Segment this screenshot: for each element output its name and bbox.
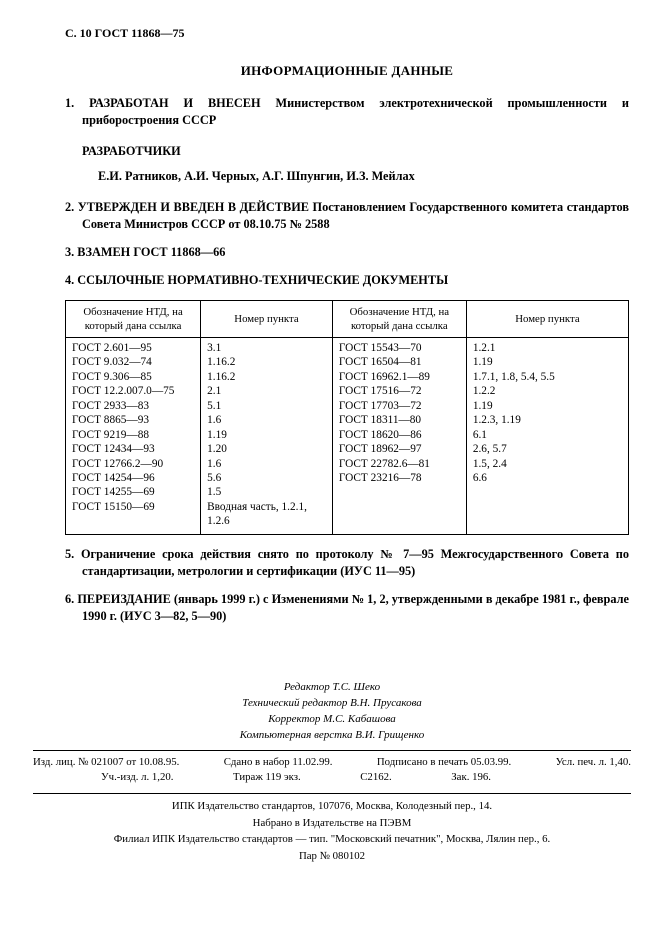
column-header-ntd-designation-right: Обозначение НТД, на который дана ссылка	[332, 300, 466, 337]
table-row	[66, 500, 629, 534]
table-row	[66, 428, 629, 442]
point-number-cell: 6.6	[466, 471, 628, 485]
table-row	[66, 337, 629, 355]
point-number-cell: 3.1	[201, 337, 333, 355]
point-number-cell: 1.20	[201, 442, 333, 456]
ntd-designation-cell: ГОСТ 2.601—95	[66, 337, 201, 355]
table-row	[66, 457, 629, 471]
point-number-cell: 1.16.2	[201, 370, 333, 384]
publisher-address: ИПК Издательство стандартов, 107076, Москва, Колодезный пер., 14.	[171, 799, 493, 812]
publisher-par-number: Пар № 080102	[298, 850, 366, 863]
ntd-designation-cell: ГОСТ 2933—83	[66, 399, 201, 413]
credit-line-technical-editor: Технический редактор В.Н. Прусакова	[242, 696, 422, 709]
pub-print-date: Подписано в печать 05.03.99.	[376, 755, 512, 768]
point-number-cell: 2.1	[201, 384, 333, 398]
ntd-designation-cell: ГОСТ 14254—96	[66, 471, 201, 485]
pub-order-number: Зак. 196.	[451, 771, 491, 784]
table-row	[66, 384, 629, 398]
ntd-designation-cell: ГОСТ 12.2.007.0—75	[66, 384, 201, 398]
point-number-cell	[466, 500, 628, 534]
pub-license: Изд. лиц. № 021007 от 10.08.95.	[33, 755, 180, 768]
item-2-approved: 2. УТВЕРЖДЕН И ВВЕДЕН В ДЕЙСТВИЕ Постановлением Государственного комитета стандартов Совета Министров СССР от 08.10.75 № 2588	[65, 199, 629, 231]
ntd-designation-cell: ГОСТ 9219—88	[66, 428, 201, 442]
ntd-designation-cell: ГОСТ 16504—81	[332, 355, 466, 369]
item-6-reissue: 6. ПЕРЕИЗДАНИЕ (январь 1999 г.) с Изменениями № 1, 2, утвержденными в декабре 1981 г., феврале 1990 г. (ИУС 3—82, 5—90)	[65, 591, 629, 623]
reference-documents-table	[65, 300, 629, 535]
point-number-cell: 2.6, 5.7	[466, 442, 628, 456]
ntd-designation-cell: ГОСТ 17703—72	[332, 399, 466, 413]
publisher-typeset-note: Набрано в Издательстве на ПЭВМ	[252, 816, 412, 829]
ntd-designation-cell: ГОСТ 17516—72	[332, 384, 466, 398]
ntd-designation-cell: ГОСТ 9.032—74	[66, 355, 201, 369]
ntd-designation-cell: ГОСТ 23216—78	[332, 471, 466, 485]
developers-heading: РАЗРАБОТЧИКИ	[82, 143, 181, 158]
point-number-cell: 1.6	[201, 457, 333, 471]
table-row	[66, 442, 629, 456]
credit-line-proofreader: Корректор М.С. Кабашова	[268, 712, 396, 725]
ntd-designation-cell	[332, 500, 466, 534]
column-header-point-number-left: Номер пункта	[201, 300, 333, 337]
column-header-point-number-right: Номер пункта	[466, 300, 628, 337]
page-header: С. 10 ГОСТ 11868—75	[65, 26, 185, 40]
ntd-designation-cell: ГОСТ 18311—80	[332, 413, 466, 427]
point-number-cell: 1.2.1	[466, 337, 628, 355]
point-number-cell	[466, 485, 628, 499]
point-number-cell: 5.6	[201, 471, 333, 485]
ntd-designation-cell: ГОСТ 18962—97	[332, 442, 466, 456]
point-number-cell: 1.5	[201, 485, 333, 499]
pub-code: С2162.	[360, 771, 392, 784]
point-number-cell: 1.2.2	[466, 384, 628, 398]
ntd-designation-cell: ГОСТ 22782.6—81	[332, 457, 466, 471]
credit-line-editor: Редактор Т.С. Шеко	[283, 681, 381, 693]
pub-publisher-sheets: Уч.-изд. л. 1,20.	[101, 771, 174, 784]
credit-line-layout: Компьютерная верстка В.И. Грищенко	[239, 728, 425, 741]
publisher-block	[33, 798, 631, 865]
pub-printed-sheets: Усл. печ. л. 1,40.	[555, 755, 631, 768]
point-number-cell: 1.19	[201, 428, 333, 442]
table-row	[66, 413, 629, 427]
point-number-cell: 1.19	[466, 399, 628, 413]
divider-bottom	[33, 793, 631, 794]
table-row	[66, 355, 629, 369]
ntd-designation-cell: ГОСТ 12434—93	[66, 442, 201, 456]
table-row	[66, 485, 629, 499]
divider-top	[33, 750, 631, 751]
point-number-cell: 1.6	[201, 413, 333, 427]
item-3-replaces: 3. ВЗАМЕН ГОСТ 11868—66	[65, 244, 226, 259]
ntd-designation-cell: ГОСТ 12766.2—90	[66, 457, 201, 471]
pub-typesetting-date: Сдано в набор 11.02.99.	[223, 755, 333, 768]
item-4-reference-docs-heading: 4. ССЫЛОЧНЫЕ НОРМАТИВНО-ТЕХНИЧЕСКИЕ ДОКУМЕНТЫ	[65, 272, 449, 287]
item-5-validity-limit: 5. Ограничение срока действия снято по протоколу № 7—95 Межгосударственного Совета по стандартизации, метрологии и сертификации (ИУС 11—95)	[65, 546, 629, 578]
ntd-designation-cell: ГОСТ 15543—70	[332, 337, 466, 355]
ntd-designation-cell: ГОСТ 15150—69	[66, 500, 201, 534]
point-number-cell: 5.1	[201, 399, 333, 413]
point-number-cell: 1.16.2	[201, 355, 333, 369]
item-1-developed-by: 1. РАЗРАБОТАН И ВНЕСЕН Министерством электротехнической промышленности и приборостроения СССР	[65, 96, 629, 127]
colophon	[33, 680, 631, 865]
pub-print-run: Тираж 119 экз.	[233, 771, 301, 784]
point-number-cell: Вводная часть, 1.2.1, 1.2.6	[201, 500, 333, 534]
point-number-cell: 6.1	[466, 428, 628, 442]
ntd-designation-cell	[332, 485, 466, 499]
point-number-cell: 1.7.1, 1.8, 5.4, 5.5	[466, 370, 628, 384]
ntd-designation-cell: ГОСТ 16962.1—89	[332, 370, 466, 384]
point-number-cell: 1.2.3, 1.19	[466, 413, 628, 427]
publication-info-row-2	[33, 769, 631, 787]
ntd-designation-cell: ГОСТ 14255—69	[66, 485, 201, 499]
point-number-cell: 1.5, 2.4	[466, 457, 628, 471]
page-title: ИНФОРМАЦИОННЫЕ ДАННЫЕ	[240, 63, 454, 78]
table-row	[66, 399, 629, 413]
table-row	[66, 471, 629, 485]
credits-block	[33, 680, 631, 744]
column-header-ntd-designation-left: Обозначение НТД, на который дана ссылка	[66, 300, 201, 337]
developers-names: Е.И. Ратников, А.И. Черных, А.Г. Шпунгин, И.З. Мейлах	[98, 168, 415, 183]
ntd-designation-cell: ГОСТ 8865—93	[66, 413, 201, 427]
ntd-designation-cell: ГОСТ 18620—86	[332, 428, 466, 442]
table-header-row	[66, 300, 629, 337]
ntd-designation-cell: ГОСТ 9.306—85	[66, 370, 201, 384]
ref-table-body	[66, 337, 629, 534]
publisher-branch: Филиал ИПК Издательство стандартов — тип. "Московский печатник", Москва, Лялин пер., 6.	[113, 833, 551, 846]
publication-info-row-1	[33, 755, 631, 770]
point-number-cell: 1.19	[466, 355, 628, 369]
table-row	[66, 370, 629, 384]
